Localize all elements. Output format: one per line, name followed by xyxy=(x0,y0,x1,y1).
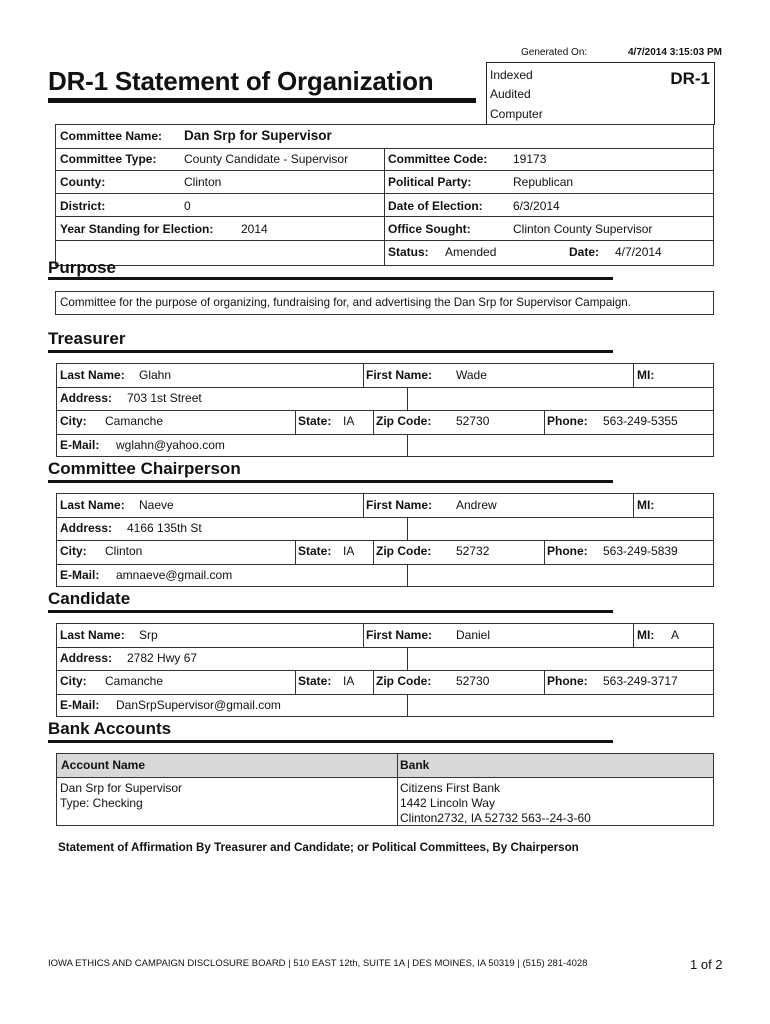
treasurer-email-label: E-Mail: xyxy=(60,438,100,452)
candidate-city: Camanche xyxy=(105,674,164,688)
chairperson-state: IA xyxy=(343,544,355,558)
chairperson-zip-label: Zip Code: xyxy=(376,544,432,558)
page-number: 1 of 2 xyxy=(690,957,723,972)
office-sought-label: Office Sought: xyxy=(388,222,471,236)
treasurer-address-label: Address: xyxy=(60,391,113,405)
candidate-row-line xyxy=(57,670,713,671)
district-label: District: xyxy=(60,199,106,213)
col-account-name: Account Name xyxy=(61,758,146,772)
treasurer-first-name: Wade xyxy=(456,368,487,382)
bank-accounts-table xyxy=(56,753,714,826)
candidate-zip-label: Zip Code: xyxy=(376,674,432,688)
chairperson-row-line xyxy=(57,564,713,565)
committee-code-value: 19173 xyxy=(513,152,547,166)
bank-city-value: Clinton2732, IA 52732 563--24-3-60 xyxy=(400,811,591,825)
treasurer-phone-label: Phone: xyxy=(547,414,588,428)
candidate-state-label: State: xyxy=(298,674,332,688)
details-divider xyxy=(384,148,385,265)
party-value: Republican xyxy=(513,175,574,189)
candidate-divider xyxy=(295,670,296,694)
treasurer-divider xyxy=(633,364,634,387)
chairperson-city: Clinton xyxy=(105,544,143,558)
treasurer-zip: 52730 xyxy=(456,414,490,428)
committee-code-label: Committee Code: xyxy=(388,152,488,166)
chairperson-divider xyxy=(633,494,634,517)
chairperson-address-label: Address: xyxy=(60,521,113,535)
treasurer-phone: 563-249-5355 xyxy=(603,414,678,428)
treasurer-first-name-label: First Name: xyxy=(366,368,433,382)
form-code: DR-1 xyxy=(670,69,710,88)
candidate-rule xyxy=(48,610,613,613)
date-label: Date: xyxy=(569,245,600,259)
chairperson-divider xyxy=(363,494,364,517)
bank-table-divider xyxy=(397,754,398,826)
chairperson-last-name-label: Last Name: xyxy=(60,498,125,512)
candidate-email: DanSrpSupervisor@gmail.com xyxy=(116,698,281,712)
treasurer-address: 703 1st Street xyxy=(127,391,202,405)
committee-type-value: County Candidate - Supervisor xyxy=(184,152,349,166)
treasurer-state-label: State: xyxy=(298,414,332,428)
treasurer-row-line xyxy=(57,387,713,388)
election-date-label: Date of Election: xyxy=(388,199,483,213)
treasurer-state: IA xyxy=(343,414,355,428)
footer-text: IOWA ETHICS AND CAMPAIGN DISCLOSURE BOARD | 510 EAST 12th, SUITE 1A | DES MOINES, IA 50319 | (515) 281-4028 xyxy=(48,958,588,969)
candidate-divider xyxy=(633,624,634,647)
treasurer-divider xyxy=(544,410,545,434)
district-value: 0 xyxy=(184,199,191,213)
account-name-value: Dan Srp for Supervisor xyxy=(60,781,183,795)
candidate-row-line xyxy=(57,647,713,648)
committee-name-row xyxy=(55,124,714,149)
candidate-zip: 52730 xyxy=(456,674,490,688)
candidate-divider xyxy=(407,694,408,717)
committee-name-label: Committee Name: xyxy=(60,129,163,143)
chairperson-first-name: Andrew xyxy=(456,498,497,512)
treasurer-divider xyxy=(363,364,364,387)
chairperson-divider xyxy=(373,540,374,564)
chairperson-zip: 52732 xyxy=(456,544,490,558)
chairperson-divider xyxy=(544,540,545,564)
treasurer-row-line xyxy=(57,410,713,411)
account-type-value: Type: Checking xyxy=(60,796,143,810)
treasurer-city: Camanche xyxy=(105,414,164,428)
status-audited: Audited xyxy=(490,87,531,101)
candidate-city-label: City: xyxy=(60,674,87,688)
purpose-box xyxy=(55,291,714,315)
candidate-divider xyxy=(544,670,545,694)
col-bank: Bank xyxy=(400,758,430,772)
treasurer-last-name-label: Last Name: xyxy=(60,368,125,382)
treasurer-row-line xyxy=(57,434,713,435)
treasurer-divider xyxy=(407,387,408,410)
bank-name-value: Citizens First Bank xyxy=(400,781,501,795)
candidate-email-label: E-Mail: xyxy=(60,698,100,712)
chairperson-box xyxy=(56,493,714,587)
treasurer-mi-label: MI: xyxy=(637,368,655,382)
treasurer-email: wglahn@yahoo.com xyxy=(116,438,225,452)
status-label: Status: xyxy=(388,245,429,259)
chairperson-heading: Committee Chairperson xyxy=(48,459,241,478)
candidate-last-name: Srp xyxy=(139,628,158,642)
treasurer-city-label: City: xyxy=(60,414,87,428)
candidate-mi-label: MI: xyxy=(637,628,655,642)
candidate-box xyxy=(56,623,714,717)
bank-accounts-rule xyxy=(48,740,613,743)
committee-details-block xyxy=(55,148,714,266)
chairperson-address: 4166 135th St xyxy=(127,521,202,535)
county-label: County: xyxy=(60,175,106,189)
committee-name-value: Dan Srp for Supervisor xyxy=(184,128,332,143)
chairperson-email-label: E-Mail: xyxy=(60,568,100,582)
chairperson-divider xyxy=(407,564,408,587)
candidate-phone-label: Phone: xyxy=(547,674,588,688)
candidate-phone: 563-249-3717 xyxy=(603,674,678,688)
candidate-row-line xyxy=(57,694,713,695)
chairperson-city-label: City: xyxy=(60,544,87,558)
candidate-address: 2782 Hwy 67 xyxy=(127,651,198,665)
purpose-heading: Purpose xyxy=(48,258,117,277)
candidate-address-label: Address: xyxy=(60,651,113,665)
candidate-heading: Candidate xyxy=(48,589,131,608)
candidate-divider xyxy=(363,624,364,647)
candidate-first-name-label: First Name: xyxy=(366,628,433,642)
committee-type-label: Committee Type: xyxy=(60,152,157,166)
chairperson-state-label: State: xyxy=(298,544,332,558)
status-value: Amended xyxy=(445,245,497,259)
treasurer-divider xyxy=(407,434,408,457)
title-underline xyxy=(48,98,476,103)
treasurer-last-name: Glahn xyxy=(139,368,172,382)
date-value: 4/7/2014 xyxy=(615,245,662,259)
year-standing-value: 2014 xyxy=(241,222,268,236)
bank-accounts-heading: Bank Accounts xyxy=(48,719,172,738)
candidate-divider xyxy=(407,647,408,670)
generated-on-value: 4/7/2014 3:15:03 PM xyxy=(628,47,722,58)
candidate-last-name-label: Last Name: xyxy=(60,628,125,642)
chairperson-row-line xyxy=(57,540,713,541)
chairperson-mi-label: MI: xyxy=(637,498,655,512)
chairperson-divider xyxy=(407,517,408,540)
details-row-line xyxy=(56,216,713,217)
office-sought-value: Clinton County Supervisor xyxy=(513,222,653,236)
treasurer-rule xyxy=(48,350,613,353)
election-date-value: 6/3/2014 xyxy=(513,199,560,213)
bank-address-value: 1442 Lincoln Way xyxy=(400,796,495,810)
details-row-line xyxy=(56,240,713,241)
purpose-rule xyxy=(48,277,613,280)
affirmation-statement: Statement of Affirmation By Treasurer and Candidate; or Political Committees, By Chairperson xyxy=(58,841,579,854)
treasurer-heading: Treasurer xyxy=(48,329,126,348)
chairperson-email: amnaeve@gmail.com xyxy=(116,568,233,582)
chairperson-rule xyxy=(48,480,613,483)
candidate-first-name: Daniel xyxy=(456,628,491,642)
candidate-divider xyxy=(373,670,374,694)
details-row-line xyxy=(56,170,713,171)
status-computer: Computer xyxy=(490,107,543,121)
chairperson-last-name: Naeve xyxy=(139,498,174,512)
generated-on-label: Generated On: xyxy=(521,47,588,58)
party-label: Political Party: xyxy=(388,175,472,189)
details-row-line xyxy=(56,193,713,194)
county-value: Clinton xyxy=(184,175,222,189)
purpose-text: Committee for the purpose of organizing, fundraising for, and advertising the Dan Srp for Supervisor Campaign. xyxy=(60,296,631,309)
chairperson-row-line xyxy=(57,517,713,518)
treasurer-box xyxy=(56,363,714,457)
treasurer-divider xyxy=(373,410,374,434)
chairperson-divider xyxy=(295,540,296,564)
chairperson-phone-label: Phone: xyxy=(547,544,588,558)
year-standing-label: Year Standing for Election: xyxy=(60,222,214,236)
processing-status-box xyxy=(486,62,715,125)
treasurer-divider xyxy=(295,410,296,434)
chairperson-first-name-label: First Name: xyxy=(366,498,433,512)
treasurer-zip-label: Zip Code: xyxy=(376,414,432,428)
status-indexed: Indexed xyxy=(490,68,533,82)
bank-table-header xyxy=(57,754,713,778)
candidate-state: IA xyxy=(343,674,355,688)
page-title: DR-1 Statement of Organization xyxy=(48,66,434,96)
candidate-mi: A xyxy=(671,628,680,642)
chairperson-phone: 563-249-5839 xyxy=(603,544,678,558)
